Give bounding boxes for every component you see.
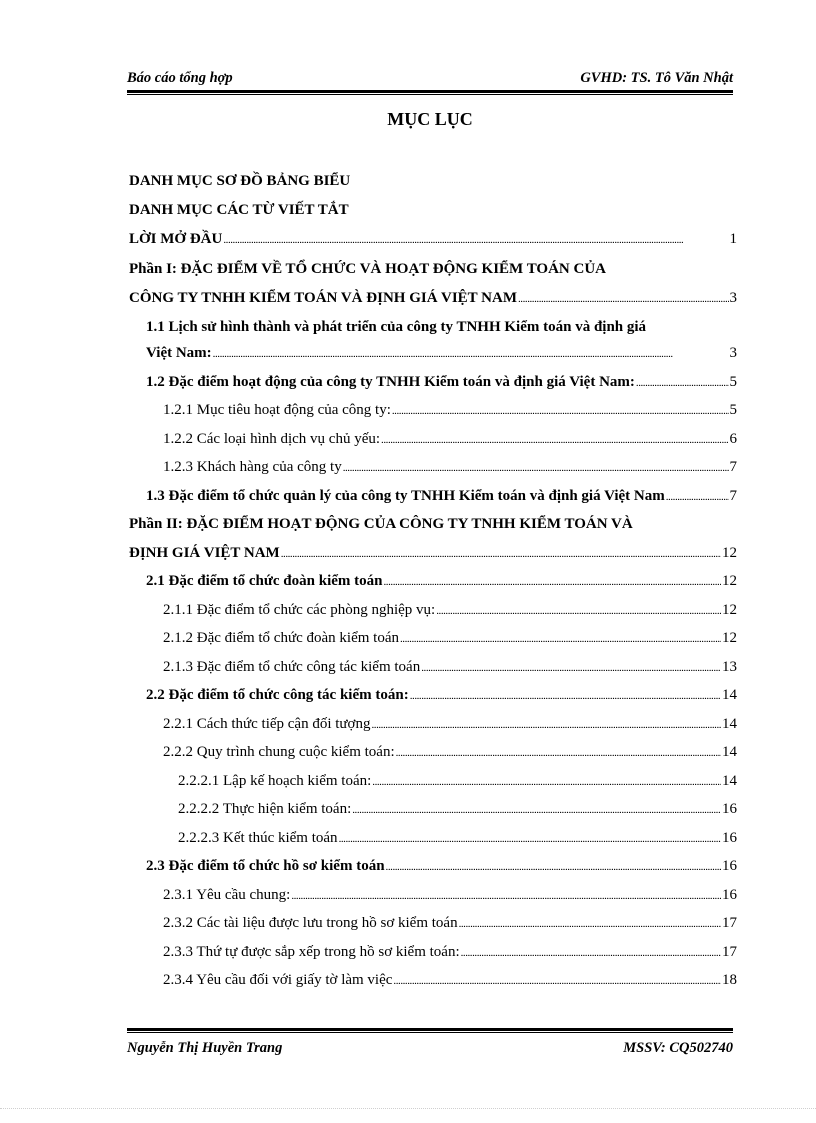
toc-leader (339, 827, 721, 850)
toc-page-number: 14 (722, 773, 737, 789)
toc-page-number: 16 (722, 801, 737, 817)
toc-entry-1-1-line-2[interactable]: Việt Nam: . . . 3 (146, 342, 737, 364)
footer-rule (127, 1028, 733, 1033)
toc-entry-2-1-3[interactable]: 2.1.3 Đặc điểm tổ chức công tác kiểm toán . . . 13 (163, 656, 737, 678)
toc-leader (386, 855, 721, 878)
footer-author: Nguyễn Thị Huyền Trang (127, 1040, 283, 1056)
toc-leader (291, 884, 721, 907)
toc-leader (223, 228, 728, 251)
toc-entry-2-1[interactable]: 2.1 Đặc điểm tổ chức đoàn kiểm toán . . . 12 (146, 570, 737, 592)
toc-leader (213, 342, 729, 365)
toc-entry-2-3-2[interactable]: 2.3.2 Các tài liệu được lưu trong hồ sơ kiểm toán . . . 17 (163, 912, 737, 934)
toc-leader (459, 912, 721, 935)
toc-leader (410, 684, 721, 707)
toc-page-number: 14 (722, 716, 737, 732)
toc-entry-part-1-line-2[interactable]: CÔNG TY TNHH KIỂM TOÁN VÀ ĐỊNH GIÁ VIỆT NAM . . . 3 (129, 287, 737, 309)
toc-entry-2-2-2-1[interactable]: 2.2.2.1 Lập kế hoạch kiểm toán: . . . 14 (178, 770, 737, 792)
toc-entry-1-2-1[interactable]: 1.2.1 Mục tiêu hoạt động của công ty: . . . 5 (163, 399, 737, 421)
toc-page-number: 16 (722, 830, 737, 846)
toc-leader (461, 941, 721, 964)
toc-entry-introduction[interactable]: LỜI MỞ ĐẦU . . . 1 (129, 228, 737, 250)
toc-page-number: 3 (729, 290, 737, 306)
footer-student-id: MSSV: CQ502740 (623, 1040, 733, 1056)
toc-page-number: 14 (722, 744, 737, 760)
toc-page-number: 5 (729, 402, 737, 418)
toc-leader (352, 798, 721, 821)
toc-leader (384, 570, 722, 593)
toc-entry-1-1-line-1[interactable]: 1.1 Lịch sử hình thành và phát triển của công ty TNHH Kiểm toán và định giá (146, 319, 647, 335)
toc-entry-2-2-2-2[interactable]: 2.2.2.2 Thực hiện kiểm toán: . . . 16 (178, 798, 737, 820)
toc-entry-2-1-1[interactable]: 2.1.1 Đặc điểm tổ chức các phòng nghiệp vụ: . . . 12 (163, 599, 737, 621)
toc-entry-part-2-line-1[interactable]: Phần II: ĐẶC ĐIỂM HOẠT ĐỘNG CỦA CÔNG TY TNHH KIỂM TOÁN VÀ (129, 516, 633, 532)
toc-entry-2-3-1[interactable]: 2.3.1 Yêu cầu chung: . . . 16 (163, 884, 737, 906)
toc-entry-2-2-1[interactable]: 2.2.1 Cách thức tiếp cận đối tượng . . . 14 (163, 713, 737, 735)
toc-entry-part-1-line-1[interactable]: Phần I: ĐẶC ĐIỂM VỀ TỔ CHỨC VÀ HOẠT ĐỘNG KIỂM TOÁN CỦA (129, 261, 607, 277)
toc-entry-1-2-3[interactable]: 1.2.3 Khách hàng của công ty . . . 7 (163, 456, 737, 478)
toc-page-number: 6 (729, 431, 737, 447)
toc-leader (381, 428, 728, 451)
toc-leader (372, 770, 721, 793)
toc-leader (392, 399, 729, 422)
toc-leader (436, 599, 721, 622)
toc-page-number: 5 (729, 374, 737, 390)
toc-leader (281, 542, 721, 565)
toc-entry-1-2-2[interactable]: 1.2.2 Các loại hình dịch vụ chủ yếu: . . . 6 (163, 428, 737, 450)
toc-leader (666, 485, 729, 508)
header-report-title: Báo cáo tổng hợp (127, 70, 233, 86)
toc-page-number: 7 (729, 459, 737, 475)
toc-entry-1-3[interactable]: 1.3 Đặc điểm tổ chức quản lý của công ty TNHH Kiểm toán và định giá Việt Nam . . . 7 (146, 485, 737, 507)
toc-page-number: 16 (722, 858, 737, 874)
toc-page-number: 14 (722, 687, 737, 703)
header-rule (127, 90, 733, 95)
page-title: MỤC LỤC (387, 109, 473, 129)
toc-page-number: 1 (729, 231, 737, 247)
toc-page-number: 12 (722, 573, 737, 589)
toc-page-number: 16 (722, 887, 737, 903)
toc-page-number: 13 (722, 659, 737, 675)
toc-leader (636, 371, 729, 394)
toc-entry-2-1-2[interactable]: 2.1.2 Đặc điểm tổ chức đoàn kiểm toán . . . 12 (163, 627, 737, 649)
toc-entry-1-2[interactable]: 1.2 Đặc điểm hoạt động của công ty TNHH Kiểm toán và định giá Việt Nam: . . . 5 (146, 371, 737, 393)
toc-entry-2-3[interactable]: 2.3 Đặc điểm tổ chức hồ sơ kiểm toán . . . 16 (146, 855, 737, 877)
toc-leader (518, 287, 729, 310)
toc-page-number: 12 (722, 630, 737, 646)
toc-leader (393, 969, 721, 992)
toc-page-number: 12 (722, 545, 737, 561)
toc-page-number: 17 (722, 944, 737, 960)
toc-page-number: 18 (722, 972, 737, 988)
toc-page-number: 3 (729, 345, 737, 361)
toc-leader (396, 741, 721, 764)
toc-entry-2-2-2[interactable]: 2.2.2 Quy trình chung cuộc kiểm toán: . . . 14 (163, 741, 737, 763)
toc-entry-2-3-3[interactable]: 2.3.3 Thứ tự được sắp xếp trong hồ sơ kiểm toán: . . . 17 (163, 941, 737, 963)
toc-page-number: 7 (729, 488, 737, 504)
toc-entry-part-2-line-2[interactable]: ĐỊNH GIÁ VIỆT NAM . . . 12 (129, 542, 737, 564)
toc-page-number: 17 (722, 915, 737, 931)
toc-entry-2-2-2-3[interactable]: 2.2.2.3 Kết thúc kiểm toán . . . 16 (178, 827, 737, 849)
toc-leader (421, 656, 721, 679)
toc-entry-list-of-figures[interactable]: DANH MỤC SƠ ĐỒ BẢNG BIỂU (129, 173, 351, 189)
toc-entry-2-3-4[interactable]: 2.3.4 Yêu cầu đối với giấy tờ làm việc . . . 18 (163, 969, 737, 991)
page-break-line (0, 1108, 816, 1109)
toc-leader (400, 627, 721, 650)
toc-leader (371, 713, 721, 736)
header-supervisor: GVHD: TS. Tô Văn Nhật (580, 70, 733, 86)
toc-entry-2-2[interactable]: 2.2 Đặc điểm tổ chức công tác kiểm toán: . . . 14 (146, 684, 737, 706)
toc-page-number: 12 (722, 602, 737, 618)
toc-leader (343, 456, 729, 479)
toc-entry-abbreviations[interactable]: DANH MỤC CÁC TỪ VIẾT TẮT (129, 202, 349, 218)
